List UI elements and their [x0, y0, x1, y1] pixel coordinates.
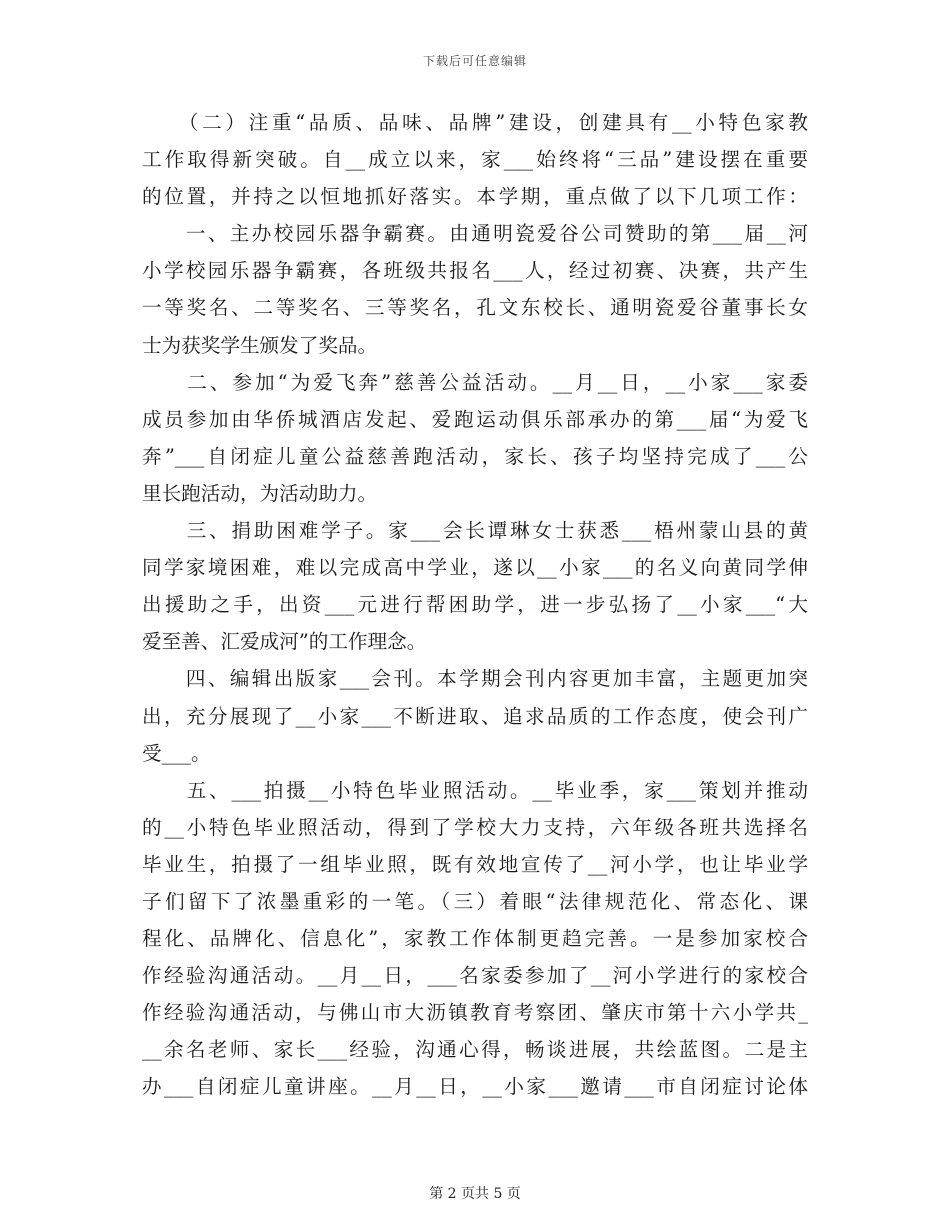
text-line: 士为获奖学生颁发了奖品。	[142, 333, 378, 357]
text-line: 出援助之手，出资___元进行帮困助学，进一步弘扬了__小家___“大	[142, 593, 808, 617]
text-line: 的__小特色毕业照活动，得到了学校大力支持，六年级各班共选择名	[142, 815, 808, 839]
page-header: 下载后可任意编辑	[422, 54, 527, 68]
text-line: 工作取得新突破。自__成立以来，家___始终将“三品”建设摆在重要	[142, 148, 808, 172]
page-number: 第 2 页共 5 页	[429, 1186, 521, 1202]
text-line: 的位置，并持之以恒地抓好落实。本学期，重点做了以下几项工作：	[142, 185, 808, 209]
text-line: 作经验沟通活动，与佛山市大沥镇教育考察团、肇庆市第十六小学共_	[142, 1001, 808, 1025]
text-line: __余名老师、家长___经验，沟通心得，畅谈进展，共绘蓝图。二是主	[142, 1038, 808, 1062]
text-line: 五、___拍摄__小特色毕业照活动。__毕业季，家___策划并推动	[142, 778, 808, 802]
text-line: 受___。	[142, 741, 211, 765]
text-line: （二）注重“品质、品味、品牌”建设，创建具有__小特色家教	[142, 111, 808, 134]
text-line: 一、主办校园乐器争霸赛。由通明瓷爱谷公司赞助的第___届__河	[142, 222, 808, 246]
text-line: 办___自闭症儿童讲座。__月__日，__小家___邀请___市自闭症讨论体	[142, 1075, 808, 1099]
text-line: 奔”___自闭症儿童公益慈善跑活动，家长、孩子均坚持完成了___公	[142, 444, 808, 468]
text-line: 子们留下了浓墨重彩的一笔。（三）着眼“法律规范化、常态化、课	[142, 889, 808, 913]
text-line: 一等奖名、二等奖名、三等奖名，孔文东校长、通明瓷爱谷董事长女	[142, 296, 808, 320]
text-line: 四、编辑出版家___会刊。本学期会刊内容更加丰富，主题更加突	[142, 667, 808, 691]
text-line: 作经验沟通活动。__月__日，___名家委参加了__河小学进行的家校合	[142, 964, 808, 988]
text-line: 三、捐助困难学子。家___会长谭琳女士获悉___梧州蒙山县的黄	[142, 519, 808, 543]
text-line: 程化、品牌化、信息化”，家教工作体制更趋完善。一是参加家校合	[142, 927, 808, 951]
text-line: 小学校园乐器争霸赛，各班级共报名___人，经过初赛、决赛，共产生	[142, 259, 808, 283]
text-line: 爱至善、汇爱成河”的工作理念。	[142, 630, 427, 654]
text-line: 二、参加“为爱飞奔”慈善公益活动。__月__日，__小家___家委	[142, 370, 808, 394]
text-line: 里长跑活动，为活动助力。	[142, 481, 378, 505]
text-line: 毕业生，拍摄了一组毕业照，既有效地宣传了__河小学，也让毕业学	[142, 852, 808, 876]
text-line: 成员参加由华侨城酒店发起、爱跑运动俱乐部承办的第___届“为爱飞	[142, 407, 808, 431]
text-line: 同学家境困难，难以完成高中学业，遂以__小家___的名义向黄同学伸	[142, 556, 808, 580]
text-line: 出，充分展现了__小家___不断进取、追求品质的工作态度，使会刊广	[142, 704, 808, 728]
document-body	[142, 104, 808, 1106]
